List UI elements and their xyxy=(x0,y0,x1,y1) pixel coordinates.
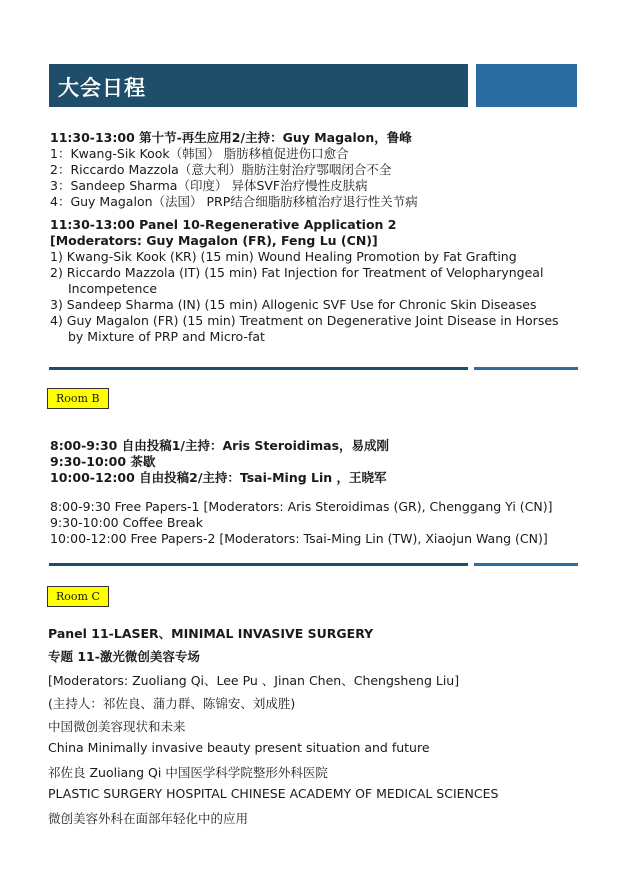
panel10-en-item: 3) Sandeep Sharma (IN) (15 min) Allogenic SVF Use for Chronic Skin Diseases xyxy=(50,297,537,312)
panel10-cn-item: 3：Sandeep Sharma（印度） 异体SVF治疗慢性皮肤病 xyxy=(50,178,368,193)
room-b-cn-item: 10:00-12:00 自由投稿2/主持：Tsai-Ming Lin ，王晓军 xyxy=(50,470,387,485)
panel10-cn-item: 4：Guy Magalon（法国） PRP结合细脂肪移植治疗退行性关节病 xyxy=(50,194,418,209)
panel11-title-en: Panel 11-LASER、MINIMAL INVASIVE SURGERY xyxy=(48,626,374,641)
panel10-en-item: 1) Kwang-Sik Kook (KR) (15 min) Wound Healing Promotion by Fat Grafting xyxy=(50,249,517,264)
room-b-cn-section xyxy=(50,438,610,486)
panel11-moderators-cn: (主持人：祁佐良、蒲力群、陈锦安、刘成胜) xyxy=(48,696,296,711)
talk-speaker: 祁佐良 Zuoliang Qi 中国医学科学院整形外科医院 xyxy=(48,765,328,780)
header-accent-block xyxy=(476,64,577,107)
header-bar xyxy=(49,64,468,107)
talk-title-cn: 微创美容外科在面部年轻化中的应用 xyxy=(48,811,249,826)
room-b-cn-item: 8:00-9:30 自由投稿1/主持：Aris Steroidimas，易成刚 xyxy=(50,438,390,453)
panel10-cn-title: 11:30-13:00 第十节-再生应用2/主持：Guy Magalon，鲁峰 xyxy=(50,130,412,145)
section-divider-accent xyxy=(474,563,578,566)
panel10-en-moderators: [Moderators: Guy Magalon (FR), Feng Lu (CN)] xyxy=(50,233,378,248)
panel10-en-item: 4) Guy Magalon (FR) (15 min) Treatment on Degenerative Joint Disease in Horses xyxy=(50,313,559,328)
section-divider xyxy=(49,367,468,370)
panel11-title-cn: 专题 11-激光微创美容专场 xyxy=(48,649,200,664)
panel10-en-item-cont: by Mixture of PRP and Micro-fat xyxy=(68,329,265,344)
page-title: 大会日程 xyxy=(58,76,146,100)
room-b-en-item: 8:00-9:30 Free Papers-1 [Moderators: Aris Steroidimas (GR), Chenggang Yi (CN)] xyxy=(50,499,553,514)
panel10-en-section xyxy=(50,217,610,345)
panel10-en-item: 2) Riccardo Mazzola (IT) (15 min) Fat Injection for Treatment of Velopharyngeal xyxy=(50,265,544,280)
talk-affiliation: PLASTIC SURGERY HOSPITAL CHINESE ACADEMY OF MEDICAL SCIENCES xyxy=(48,786,499,801)
panel11-moderators-en: [Moderators: Zuoliang Qi、Lee Pu 、Jinan Chen、Chengsheng Liu] xyxy=(48,673,460,688)
panel10-cn-item: 1：Kwang-Sik Kook（韩国） 脂肪移植促进伤口愈合 xyxy=(50,146,349,161)
section-divider-accent xyxy=(474,367,578,370)
room-b-cn-item: 9:30-10:00 茶歇 xyxy=(50,454,156,469)
section-divider xyxy=(49,563,468,566)
room-b-en-item: 10:00-12:00 Free Papers-2 [Moderators: Tsai-Ming Lin (TW), Xiaojun Wang (CN)] xyxy=(50,531,548,546)
room-b-en-section xyxy=(50,499,610,547)
panel10-en-title: 11:30-13:00 Panel 10-Regenerative Application 2 xyxy=(50,217,397,232)
room-c-label: Room C xyxy=(47,586,109,607)
room-b-en-item: 9:30-10:00 Coffee Break xyxy=(50,515,203,530)
talk-title-cn: 中国微创美容现状和未来 xyxy=(48,719,186,734)
room-b-label: Room B xyxy=(47,388,109,409)
talk-title-en: China Minimally invasive beauty present situation and future xyxy=(48,740,430,755)
panel10-cn-section xyxy=(50,130,610,210)
panel10-en-item-cont: Incompetence xyxy=(68,281,158,296)
panel10-cn-item: 2：Riccardo Mazzola（意大利）脂肪注射治疗鄂咽闭合不全 xyxy=(50,162,392,177)
